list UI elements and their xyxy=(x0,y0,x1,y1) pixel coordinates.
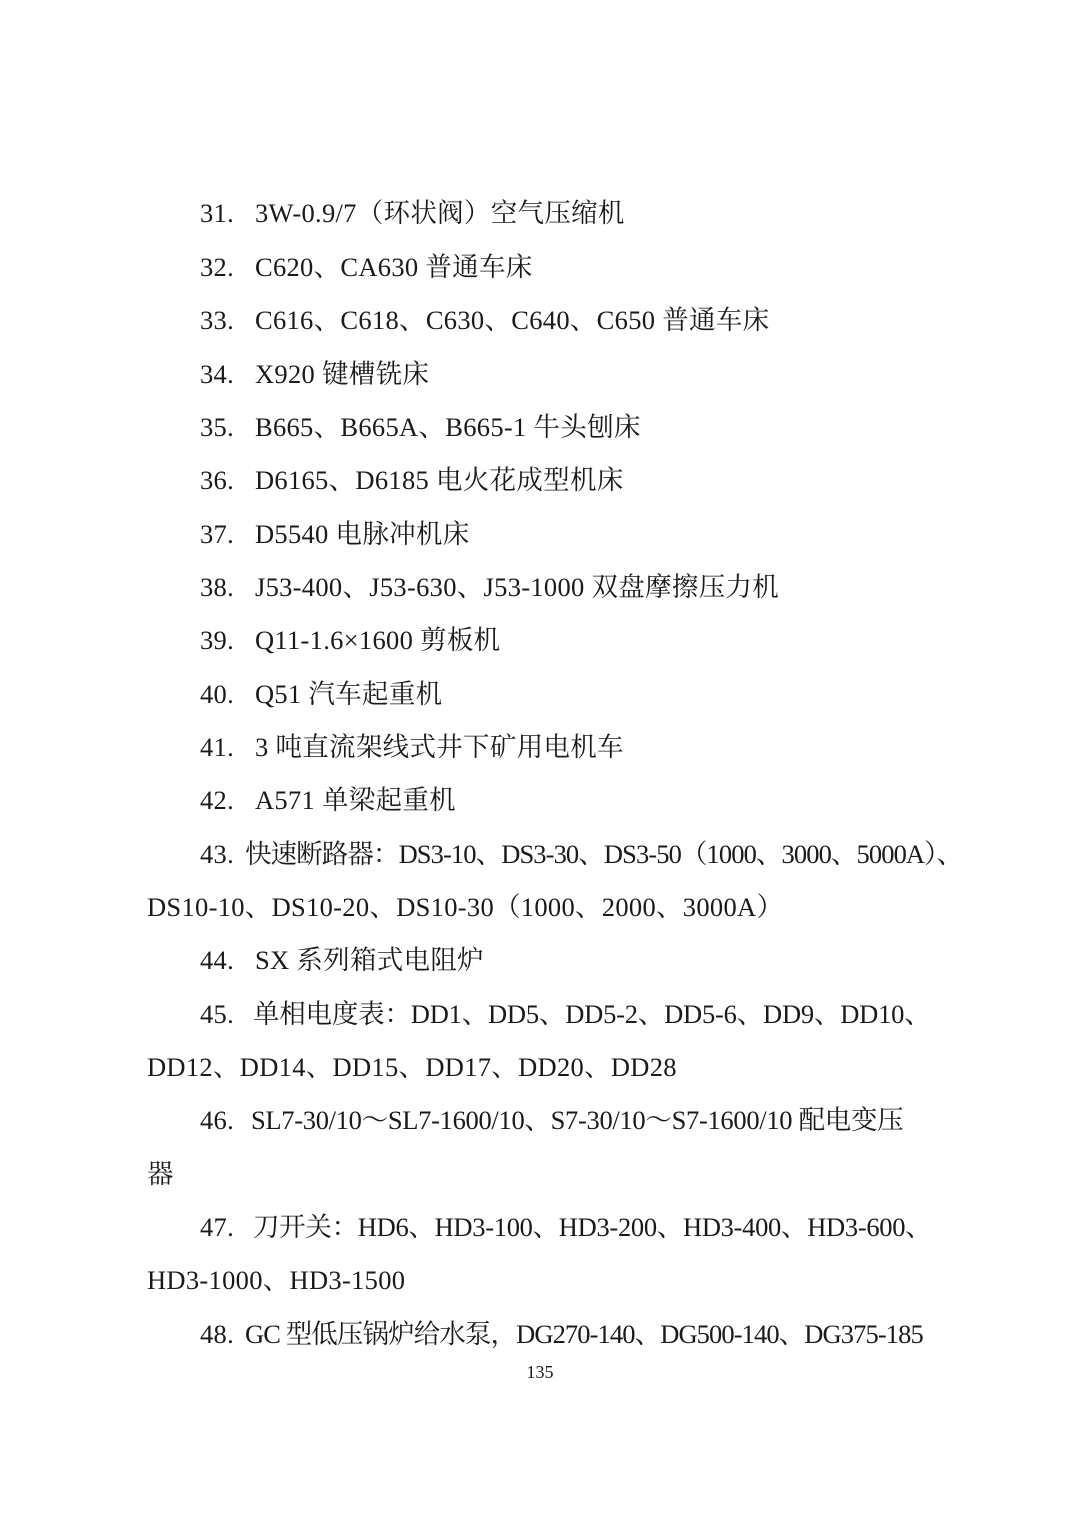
item-text: 快速断路器：DS3-10、DS3-30、DS3-50（1000、3000、5000A）、 xyxy=(244,839,963,869)
item-text: A571 单梁起重机 xyxy=(254,785,456,815)
item-text: 3 吨直流架线式井下矿用电机车 xyxy=(254,732,624,762)
list-item-36 xyxy=(200,463,624,497)
list-item-45-continuation: DD12、DD14、DD15、DD17、DD20、DD28 xyxy=(147,1052,677,1082)
item-number: 41. xyxy=(200,732,235,762)
list-item-31 xyxy=(200,196,625,230)
item-text: SX 系列箱式电阻炉 xyxy=(254,945,484,975)
item-number: 37. xyxy=(200,519,235,549)
list-item-40 xyxy=(200,677,442,711)
item-text: C620、CA630 普通车床 xyxy=(254,252,533,282)
item-number: 47. xyxy=(200,1212,235,1242)
item-number: 36. xyxy=(200,465,235,495)
item-number: 40. xyxy=(200,679,235,709)
item-text: C616、C618、C630、C640、C650 普通车床 xyxy=(254,305,770,335)
item-number: 34. xyxy=(200,359,235,389)
list-item-38 xyxy=(200,570,779,604)
item-text: B665、B665A、B665-1 牛头刨床 xyxy=(254,412,641,442)
item-number: 32. xyxy=(200,252,235,282)
list-item-32 xyxy=(200,250,533,284)
item-number: 39. xyxy=(200,625,235,655)
item-number: 35. xyxy=(200,412,235,442)
list-item-48 xyxy=(200,1317,923,1351)
list-item-41 xyxy=(200,730,624,764)
item-number: 31. xyxy=(200,198,235,228)
item-text: D6165、D6185 电火花成型机床 xyxy=(254,465,624,495)
item-text: J53-400、J53-630、J53-1000 双盘摩擦压力机 xyxy=(254,572,780,602)
item-text: 3W-0.9/7（环状阀）空气压缩机 xyxy=(254,198,625,228)
list-item-47 xyxy=(200,1210,931,1244)
list-item-46 xyxy=(200,1103,903,1137)
item-number: 45. xyxy=(200,999,235,1029)
item-number: 46. xyxy=(200,1105,235,1135)
item-text: Q51 汽车起重机 xyxy=(254,679,443,709)
list-item-45 xyxy=(200,997,931,1031)
list-item-34 xyxy=(200,357,429,391)
item-text: 刀开关：HD6、HD3-100、HD3-200、HD3-400、HD3-600、 xyxy=(252,1212,932,1242)
list-item-43-continuation: DS10-10、DS10-20、DS10-30（1000、2000、3000A） xyxy=(147,892,784,922)
item-text: SL7-30/10～SL7-1600/10、S7-30/10～S7-1600/10 配电变压 xyxy=(250,1105,904,1135)
item-number: 33. xyxy=(200,305,235,335)
item-text: GC 型低压锅炉给水泵，DG270-140、DG500-140、DG375-185 xyxy=(244,1319,923,1349)
list-item-37 xyxy=(200,517,470,551)
item-number: 44. xyxy=(200,945,235,975)
list-item-44 xyxy=(200,943,484,977)
list-item-47-continuation: HD3-1000、HD3-1500 xyxy=(147,1265,406,1295)
item-number: 48. xyxy=(200,1319,235,1349)
item-number: 43. xyxy=(200,839,235,869)
item-number: 42. xyxy=(200,785,235,815)
item-text: Q11-1.6×1600 剪板机 xyxy=(254,625,501,655)
list-item-42 xyxy=(200,783,456,817)
item-text: 单相电度表：DD1、DD5、DD5-2、DD5-6、DD9、DD10、 xyxy=(252,999,931,1029)
list-item-46-continuation: 器 xyxy=(147,1159,174,1189)
item-text: X920 键槽铣床 xyxy=(254,359,430,389)
list-item-43 xyxy=(200,837,962,871)
item-number: 38. xyxy=(200,572,235,602)
list-item-33 xyxy=(200,303,769,337)
list-item-35 xyxy=(200,410,641,444)
item-text: D5540 电脉冲机床 xyxy=(254,519,470,549)
page-number: 135 xyxy=(526,1362,554,1382)
list-item-39 xyxy=(200,623,500,657)
